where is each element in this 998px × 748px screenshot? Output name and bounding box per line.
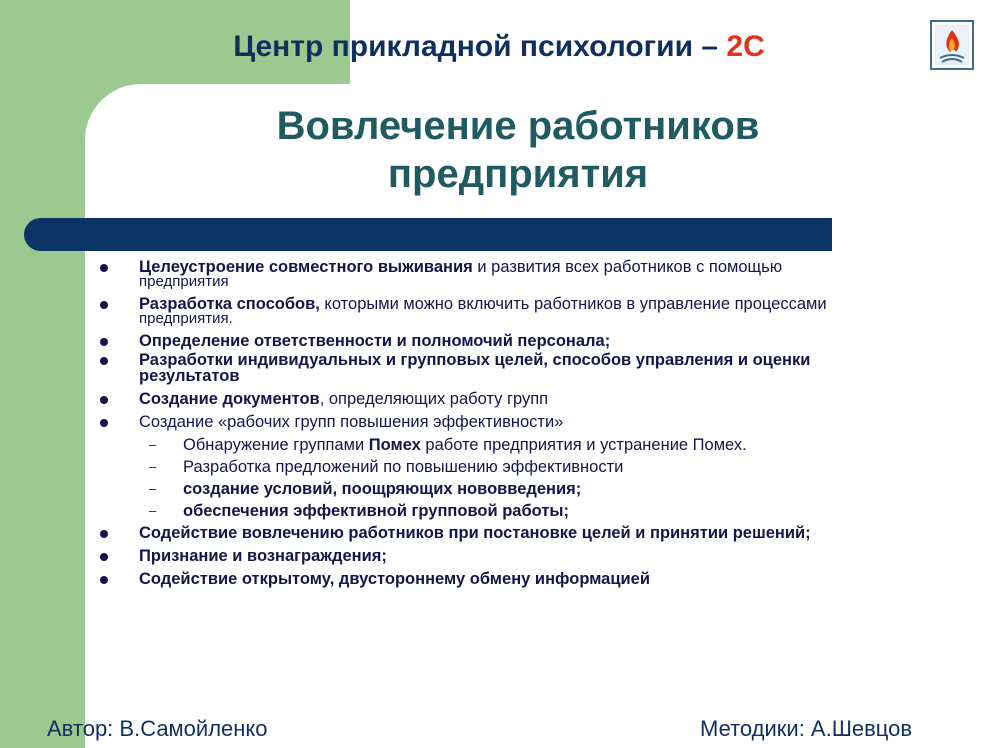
list-item [100, 333, 970, 349]
dash-icon: – [149, 481, 157, 496]
bullet-text: и развития всех работников с помощью [472, 258, 783, 276]
list-item [100, 571, 970, 587]
slide-title [150, 102, 886, 198]
bullet-dot-icon [100, 553, 108, 561]
bullet-text: которыми можно включить работников в управление процессами [319, 295, 827, 313]
bullet-text: Создание «рабочих групп повышения эффективности» [139, 413, 564, 431]
bullet-dot-icon [100, 576, 108, 584]
author-credit: Автор: В.Самойленко [47, 716, 268, 741]
list-item [100, 296, 970, 326]
bullet-dot-icon [100, 264, 108, 272]
dash-icon: – [149, 437, 157, 452]
sub-bullet-bold-text: Помех [368, 436, 421, 454]
sub-bullet-text: работе предприятия и устранение Помех. [420, 436, 747, 454]
dash-icon: – [149, 459, 157, 474]
list-item [100, 525, 970, 541]
sub-list-item [100, 481, 970, 497]
sub-bullet-bold-text: обеспечения эффективной групповой работы; [183, 502, 569, 520]
bullet-bold-text: Создание документов [139, 390, 320, 408]
bullet-bold-text: Разработки индивидуальных и групповых целей, способов управления и оценки [139, 351, 811, 369]
divider-bar [24, 218, 832, 251]
list-item [100, 259, 970, 289]
list-item [100, 548, 970, 564]
bullet-continuation: предприятия [139, 273, 229, 290]
bullet-list [100, 259, 970, 594]
header-title-text: Центр прикладной психологии – [233, 30, 727, 63]
bullet-dot-icon [100, 530, 108, 538]
slide-title-line1: Вовлечение работников [276, 104, 760, 148]
bullet-bold-text: Признание и вознаграждения; [139, 547, 387, 565]
bullet-dot-icon [100, 396, 108, 404]
flame-logo-icon [930, 20, 974, 70]
bullet-bold-text: Разработка способов, [139, 295, 320, 313]
header-title [0, 30, 998, 64]
list-item [100, 414, 970, 430]
bullet-bold-text: Содействие открытому, двустороннему обмену информацией [139, 570, 650, 588]
methods-credit: Методики: А.Шевцов [700, 716, 913, 741]
bullet-continuation: предприятия. [139, 310, 233, 327]
bullet-dot-icon [100, 301, 108, 309]
bullet-bold-text: Определение ответственности и полномочий персонала; [139, 332, 611, 350]
sub-list-item [100, 437, 970, 453]
bullet-continuation: результатов [139, 367, 240, 385]
sub-bullet-bold-text: создание условий, поощряющих нововведения; [183, 480, 582, 498]
dash-icon: – [149, 503, 157, 518]
list-item [100, 352, 970, 384]
sub-bullet-text: Разработка предложений по повышению эффективности [183, 458, 624, 476]
bullet-bold-text: Содействие вовлечению работников при постановке целей и принятии решений; [139, 524, 811, 542]
bullet-text: , определяющих работу групп [319, 390, 549, 408]
sub-bullet-text: Обнаружение группами [183, 436, 369, 454]
bullet-dot-icon [100, 338, 108, 346]
bullet-bold-text: Целеустроение совместного выживания [139, 258, 473, 276]
bullet-dot-icon [100, 419, 108, 427]
bullet-dot-icon [100, 357, 108, 365]
header-title-accent: 2С [726, 30, 765, 63]
list-item [100, 391, 970, 407]
slide-title-line2: предприятия [387, 152, 649, 196]
sub-list-item [100, 459, 970, 475]
sub-list-item [100, 503, 970, 519]
